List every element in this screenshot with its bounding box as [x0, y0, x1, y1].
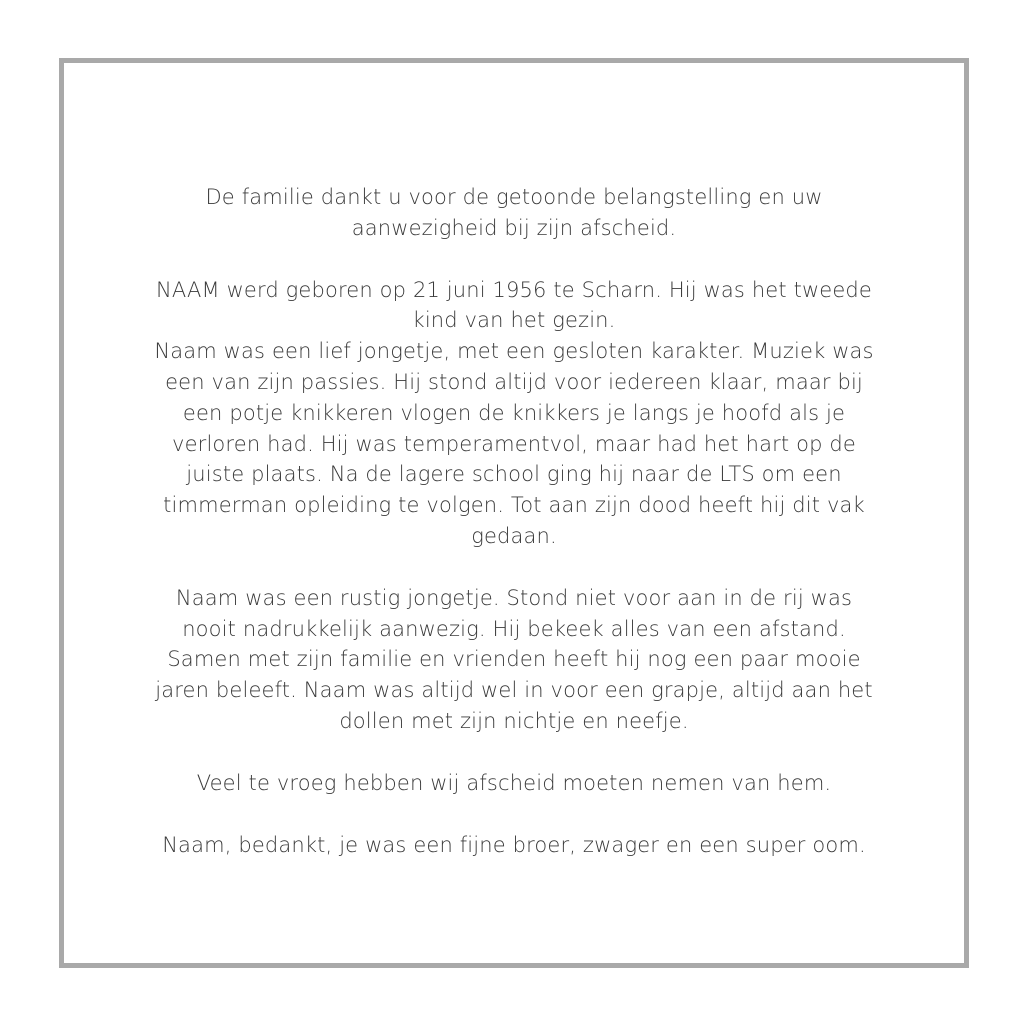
thanks-paragraph [64, 182, 964, 244]
text-line: een van zijn passies. Hij stond altijd voor iedereen klaar, maar bij [165, 369, 863, 394]
paragraph-spacer [64, 244, 964, 275]
text-line: Naam was een lief jongetje, met een gesloten karakter. Muziek was [154, 339, 874, 364]
text-line: Samen met zijn familie en vrienden heeft hij nog een paar mooie [167, 647, 861, 672]
text-line: juiste plaats. Na de lagere school ging hij naar de LTS om een [186, 462, 842, 487]
memorial-card [59, 58, 969, 968]
character-paragraph [64, 583, 964, 737]
text-line: timmerman opleiding te volgen. Tot aan zijn dood heeft hij dit vak [163, 493, 865, 518]
closing-paragraph [64, 830, 964, 861]
text-line: jaren beleeft. Naam was altijd wel in voor een grapje, altijd aan het [155, 678, 873, 703]
text-line: NAAM werd geboren op 21 juni 1956 te Scharn. Hij was het tweede [156, 277, 872, 302]
text-line: dollen met zijn nichtje en neefje. [339, 708, 689, 733]
text-line: gedaan. [471, 523, 557, 548]
text-line: nooit nadrukkelijk aanwezig. Hij bekeek alles van een afstand. [182, 616, 846, 641]
text-line: Naam, bedankt, je was een fijne broer, zwager en een super oom. [162, 832, 866, 857]
text-line: Naam was een rustig jongetje. Stond niet voor aan in de rij was [175, 585, 853, 610]
text-line: De familie dankt u voor de getoonde belangstelling en uw [205, 185, 823, 209]
memorial-text [64, 182, 964, 860]
biography-paragraph [64, 275, 964, 552]
text-line: kind van het gezin. [412, 308, 616, 333]
text-line: Veel te vroeg hebben wij afscheid moeten nemen van hem. [196, 770, 832, 795]
text-line: aanwezigheid bij zijn afscheid. [351, 215, 677, 240]
text-line: een potje knikkeren vlogen de knikkers je langs je hoofd als je [182, 400, 846, 425]
paragraph-spacer [64, 737, 964, 768]
paragraph-spacer [64, 552, 964, 583]
paragraph-spacer [64, 799, 964, 830]
farewell-paragraph [64, 768, 964, 799]
text-line: verloren had. Hij was temperamentvol, maar had het hart op de [172, 431, 856, 456]
